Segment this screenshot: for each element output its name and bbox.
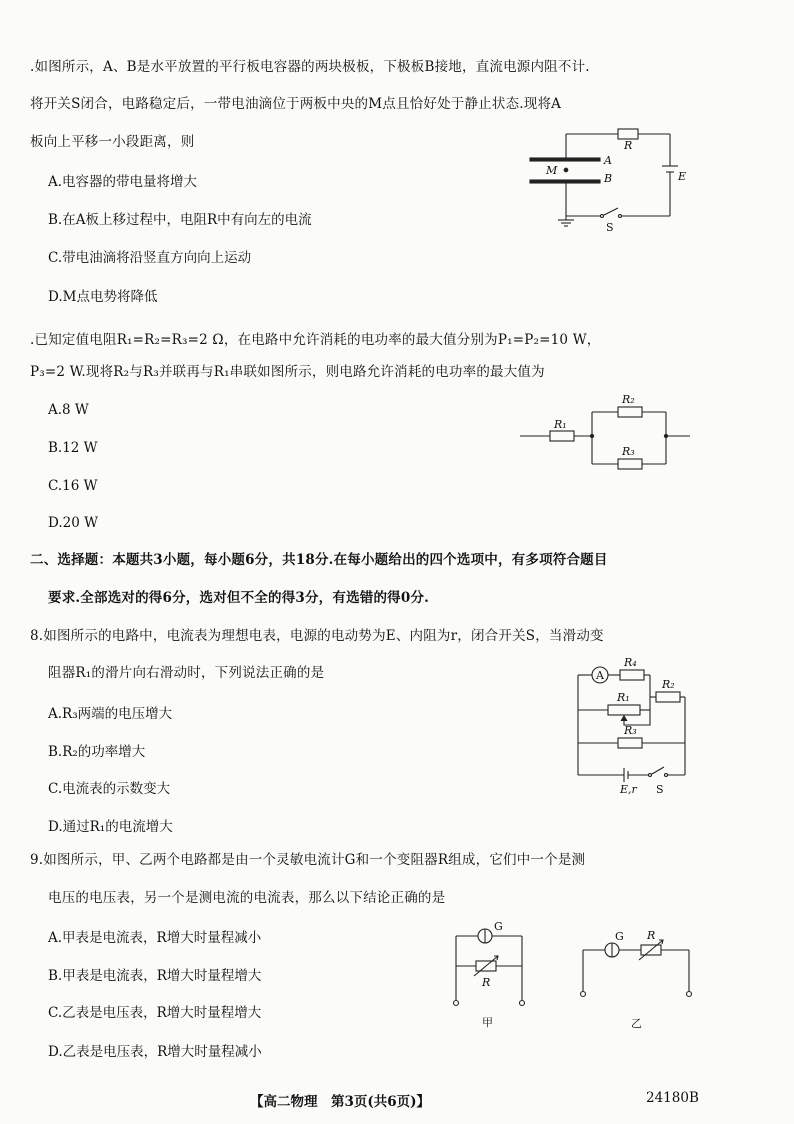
q8-stem-line-1: 8.如图所示的电路中，电流表为理想电表，电源的电动势为E、内阻为r，闭合开关S，当滑动变 (30, 628, 604, 644)
q9-yi-label: 乙 (631, 1017, 642, 1030)
q6-option-d: D.M点电势将降低 (48, 289, 158, 305)
q6-label-M: M (546, 164, 558, 177)
q9-jia-label-G: G (494, 920, 503, 933)
q6-stem-line-2: 将开关S闭合，电路稳定后，一带电油滴位于两板中央的M点且恰好处于静止状态.现将A (30, 96, 562, 112)
q7-resistor-network-figure (520, 390, 695, 470)
q7-option-d: D.20 W (48, 515, 98, 531)
q8-label-R2: R₂ (662, 678, 675, 691)
q6-option-a: A.电容器的带电量将增大 (48, 174, 198, 190)
q9-stem-line-2: 电压的电压表，另一个是测电流的电流表，那么以下结论正确的是 (48, 890, 446, 906)
q7-label-R2: R₂ (622, 393, 635, 406)
q8-option-a: A.R₃两端的电压增大 (48, 706, 173, 722)
q9-jia-label: 甲 (482, 1016, 493, 1029)
q9-jia-label-R: R (482, 976, 491, 989)
q9-yi-galvanometer-figure (575, 925, 695, 1030)
q7-stem-line-2: P₃=2 W.现将R₂与R₃并联再与R₁串联如图所示，则电路允许消耗的电功率的最大值为 (30, 364, 545, 380)
q6-capacitor-circuit-figure (520, 122, 690, 232)
q9-jia-galvanometer-figure (448, 918, 538, 1033)
q9-option-b: B.甲表是电流表，R增大时量程增大 (48, 968, 262, 984)
q8-stem-line-2: 阻器R₁的滑片向右滑动时，下列说法正确的是 (48, 665, 325, 681)
q8-label-Er: E,r (620, 783, 637, 796)
page-footer: 【高二物理 第3页(共6页)】 (250, 1094, 431, 1110)
q8-ammeter-A-label: A (596, 669, 604, 682)
q6-stem-line-3: 板向上平移一小段距离，则 (30, 134, 195, 150)
q9-option-a: A.甲表是电流表，R增大时量程减小 (48, 930, 262, 946)
q7-stem-line-1: .已知定值电阻R₁=R₂=R₃=2 Ω，在电路中允许消耗的电功率的最大值分别为P₁=P₂=10 W， (30, 332, 601, 348)
q9-stem-line-1: 9.如图所示，甲、乙两个电路都是由一个灵敏电流计G和一个变阻器R组成，它们中一个是测 (30, 852, 586, 868)
section-2-title-line-1: 二、选择题：本题共3小题，每小题6分，共18分.在每小题给出的四个选项中，有多项符合题目 (30, 552, 608, 568)
q9-option-c: C.乙表是电压表，R增大时量程增大 (48, 1005, 262, 1021)
exam-code: 24180B (646, 1090, 699, 1106)
q9-option-d: D.乙表是电压表，R增大时量程减小 (48, 1044, 262, 1060)
section-2-title-line-2: 要求.全部选对的得6分，选对但不全的得3分，有选错的得0分. (48, 590, 430, 606)
q7-option-c: C.16 W (48, 478, 98, 494)
q6-option-b: B.在A板上移过程中，电阻R中有向左的电流 (48, 212, 312, 228)
q6-stem-line-1: .如图所示，A、B是水平放置的平行板电容器的两块极板，下极板B接地，直流电源内阻不计. (30, 59, 590, 75)
q9-yi-label-R: R (647, 929, 656, 942)
q8-option-b: B.R₂的功率增大 (48, 744, 146, 760)
q9-yi-label-G: G (615, 930, 624, 943)
q8-label-R1: R₁ (617, 691, 630, 704)
q7-label-R3: R₃ (622, 445, 635, 458)
q8-label-R3: R₃ (624, 724, 637, 737)
q7-label-R1: R₁ (554, 418, 567, 431)
q6-label-A: A (604, 154, 612, 167)
q7-option-a: A.8 W (48, 402, 89, 418)
q6-label-S: S (606, 221, 614, 234)
q8-option-d: D.通过R₁的电流增大 (48, 819, 173, 835)
q6-label-E: E (678, 170, 687, 183)
q6-label-R: R (624, 139, 633, 152)
q6-label-B: B (604, 172, 613, 185)
q8-label-R4: R₄ (624, 656, 637, 669)
q6-option-c: C.带电油滴将沿竖直方向向上运动 (48, 250, 252, 266)
q8-option-c: C.电流表的示数变大 (48, 781, 171, 797)
q8-label-S: S (656, 783, 664, 796)
q8-ammeter-circuit-figure (570, 655, 690, 796)
q7-option-b: B.12 W (48, 440, 98, 456)
